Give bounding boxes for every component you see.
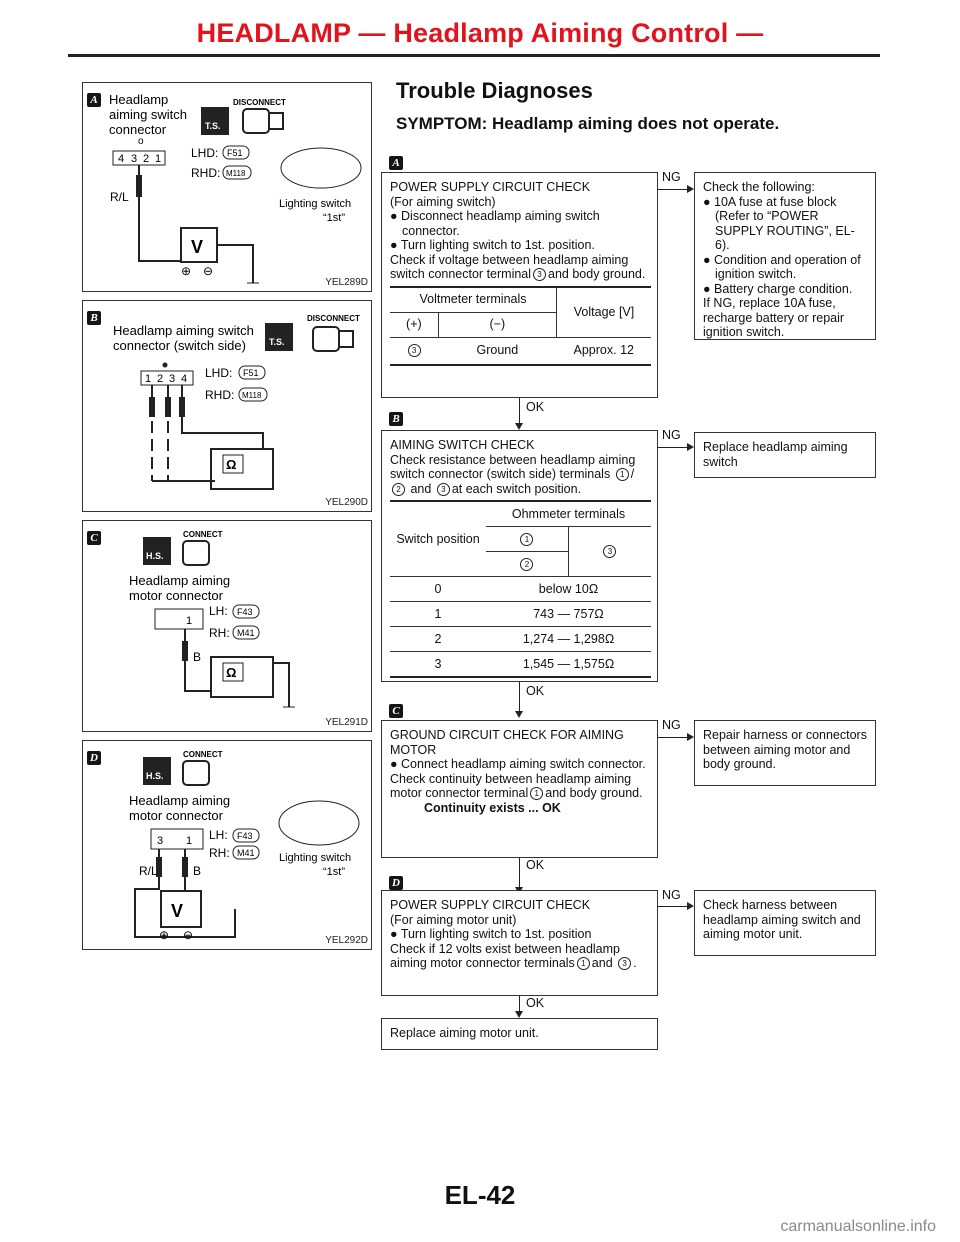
ok-label: OK — [526, 996, 545, 1010]
svg-text:3: 3 — [169, 373, 176, 385]
svg-text:M118: M118 — [242, 391, 262, 400]
svg-text:1: 1 — [145, 373, 152, 385]
step2-title: AIMING SWITCH CHECK — [390, 438, 535, 452]
svg-text:M41: M41 — [237, 848, 255, 858]
svg-text:⊖: ⊖ — [183, 928, 194, 942]
svg-text:LHD:: LHD: — [205, 366, 233, 380]
svg-text:LHD:: LHD: — [191, 146, 219, 160]
svg-text:1: 1 — [186, 835, 193, 847]
svg-text:Lighting switch: Lighting switch — [279, 198, 352, 210]
svg-text:F43: F43 — [237, 607, 253, 617]
svg-text:DISCONNECT: DISCONNECT — [233, 98, 286, 107]
svg-text:T.S.: T.S. — [205, 121, 221, 131]
svg-text:connector (switch side): connector (switch side) — [113, 338, 246, 353]
table-row: 0 below 10Ω — [390, 577, 651, 602]
figure-c — [82, 520, 372, 732]
step1-subtitle: (For aiming switch) — [390, 194, 496, 209]
ng-text: Check harness between headlamp aiming switch and aiming motor unit. — [703, 898, 861, 941]
svg-text:1: 1 — [155, 153, 162, 165]
svg-text:3: 3 — [157, 835, 164, 847]
step1-bullet-1: ● Disconnect headlamp aiming switch connector. — [390, 209, 600, 238]
svg-text:B: B — [193, 650, 202, 664]
table-cell: Approx. 12 — [557, 337, 651, 365]
table-cell: 3 — [390, 337, 438, 365]
figure-id: YEL289D — [325, 277, 368, 288]
table-header: (+) — [390, 312, 438, 337]
step1-ng-box — [694, 172, 876, 340]
svg-text:V: V — [171, 901, 184, 921]
svg-text:B: B — [193, 864, 202, 878]
final-step-text: Replace aiming motor unit. — [390, 1026, 539, 1040]
svg-text:RHD:: RHD: — [191, 166, 221, 180]
section-title: Trouble Diagnoses — [396, 78, 593, 103]
ng-arrow — [658, 737, 692, 738]
watermark: carmanualsonline.info — [780, 1218, 936, 1235]
svg-text:“1st”: “1st” — [323, 212, 345, 224]
svg-text:LH:: LH: — [209, 604, 228, 618]
table-row: 1 743 — 757Ω — [390, 602, 651, 627]
figure-tag: B — [87, 311, 101, 325]
step3-bullet: ● Connect headlamp aiming switch connector. — [390, 757, 646, 771]
ng-arrow — [658, 447, 692, 448]
svg-text:4: 4 — [118, 153, 125, 165]
ng-bullet: ● Battery charge condition. — [703, 281, 853, 296]
step3-box — [381, 720, 658, 858]
ok-arrow — [519, 858, 520, 892]
svg-text:M118: M118 — [226, 169, 246, 178]
figure-id: YEL291D — [325, 717, 368, 728]
figure-id: YEL290D — [325, 497, 368, 508]
ok-arrow — [519, 398, 520, 428]
table-header: Switch position — [390, 501, 486, 577]
step1-table — [390, 286, 651, 366]
step1-instruction: Check if voltage between headlamp aiming switch connector terminal 3 and body ground. — [390, 252, 646, 281]
svg-text:motor connector: motor connector — [129, 808, 223, 823]
ok-label: OK — [526, 684, 545, 698]
step4-box — [381, 890, 658, 996]
table-header: Ohmmeter terminals — [486, 501, 651, 527]
step4-subtitle: (For aiming motor unit) — [390, 912, 517, 927]
svg-text:F43: F43 — [237, 831, 253, 841]
svg-text:motor connector: motor connector — [129, 588, 223, 603]
ok-arrow — [519, 996, 520, 1016]
ng-label: NG — [662, 888, 681, 902]
step2-instruction: Check resistance between headlamp aiming switch connector (switch side) terminals 1 /2 and 3 at each switch position. — [390, 452, 636, 496]
ng-label: NG — [662, 718, 681, 732]
svg-text:RHD:: RHD: — [205, 388, 235, 402]
figure-tag: A — [87, 93, 101, 107]
figure-id: YEL292D — [325, 935, 368, 946]
svg-text:Headlamp aiming: Headlamp aiming — [129, 573, 231, 588]
step3-ng-box — [694, 720, 876, 786]
ng-text: Replace headlamp aiming switch — [703, 440, 848, 469]
ok-label: OK — [526, 400, 545, 414]
ok-label: OK — [526, 858, 545, 872]
table-header: 1 — [486, 527, 568, 552]
svg-text:RH:: RH: — [209, 846, 230, 860]
svg-text:DISCONNECT: DISCONNECT — [307, 314, 360, 323]
ng-arrow — [658, 189, 692, 190]
figure-c-diagram — [83, 521, 371, 731]
ng-text: If NG, replace 10A fuse, recharge battery or repair ignition switch. — [703, 296, 845, 339]
svg-text:CONNECT: CONNECT — [183, 530, 223, 539]
svg-text:V: V — [191, 237, 204, 257]
header-rule — [68, 54, 880, 57]
step4-ng-box — [694, 890, 876, 956]
svg-text:RH:: RH: — [209, 626, 230, 640]
table-header: 2 — [486, 552, 568, 577]
table-header: 3 — [568, 527, 651, 577]
step-tag-c: C — [389, 704, 403, 718]
step1-bullet-2: ● Turn lighting switch to 1st. position. — [390, 238, 595, 252]
svg-text:R/L: R/L — [139, 864, 158, 878]
figure-a-diagram — [83, 83, 371, 291]
svg-text:Headlamp: Headlamp — [109, 92, 169, 107]
svg-text:M41: M41 — [237, 628, 255, 638]
svg-text:Lighting switch: Lighting switch — [279, 852, 352, 864]
svg-text:F51: F51 — [243, 368, 259, 378]
step3-instruction: Check continuity between headlamp aiming motor connector terminal 1 and body ground. — [390, 771, 643, 800]
svg-text:aiming switch: aiming switch — [109, 107, 188, 122]
figure-tag: C — [87, 531, 101, 545]
step1-box — [381, 172, 658, 398]
step2-table — [390, 500, 651, 678]
svg-text:T.S.: T.S. — [269, 337, 285, 347]
step2-ng-box — [694, 432, 876, 478]
ng-text: Check the following: — [703, 180, 815, 194]
step3-criterion: Continuity exists ... OK — [424, 800, 561, 815]
table-header: (−) — [438, 312, 556, 337]
ok-arrow — [519, 682, 520, 716]
svg-text:2: 2 — [143, 153, 150, 165]
ng-label: NG — [662, 170, 681, 184]
step2-box — [381, 430, 658, 682]
svg-text:“1st”: “1st” — [323, 866, 345, 878]
table-cell: Ground — [438, 337, 556, 365]
step4-instruction: Check if 12 volts exist between headlamp aiming motor connector terminals 1 and 3 . — [390, 941, 637, 970]
svg-text:4: 4 — [181, 373, 188, 385]
step1-title: POWER SUPPLY CIRCUIT CHECK — [390, 180, 591, 194]
step-tag-d: D — [389, 876, 403, 890]
table-row: 2 1,274 — 1,298Ω — [390, 627, 651, 652]
step4-bullet: ● Turn lighting switch to 1st. position — [390, 927, 592, 941]
svg-text:CONNECT: CONNECT — [183, 750, 223, 759]
table-row: 3 1,545 — 1,575Ω — [390, 652, 651, 678]
ng-bullet: ● Condition and operation of ignition switch. — [703, 252, 861, 281]
step-tag-a: A — [389, 156, 403, 170]
svg-text:F51: F51 — [227, 148, 243, 158]
step-tag-b: B — [389, 412, 403, 426]
svg-text:H.S.: H.S. — [146, 551, 164, 561]
svg-text:Headlamp aiming: Headlamp aiming — [129, 793, 231, 808]
symptom-title: SYMPTOM: Headlamp aiming does not operate. — [396, 114, 780, 133]
svg-text:⊕: ⊕ — [159, 928, 170, 942]
svg-text:⊖: ⊖ — [203, 264, 214, 278]
step4-title: POWER SUPPLY CIRCUIT CHECK — [390, 898, 591, 912]
ng-label: NG — [662, 428, 681, 442]
svg-text:R/L: R/L — [110, 190, 129, 204]
svg-text:⊕: ⊕ — [181, 264, 192, 278]
svg-text:3: 3 — [131, 153, 138, 165]
ng-arrow — [658, 906, 692, 907]
final-step-box — [381, 1018, 658, 1050]
svg-text:H.S.: H.S. — [146, 771, 164, 781]
ng-bullet: ● 10A fuse at fuse block (Refer to “POWER SUPPLY ROUTING”, EL-6). — [703, 194, 855, 252]
figure-d-diagram — [83, 741, 371, 949]
page-header-title: HEADLAMP — Headlamp Aiming Control — — [196, 18, 764, 48]
svg-text:LH:: LH: — [209, 828, 228, 842]
svg-text:1: 1 — [186, 615, 193, 627]
ng-text: Repair harness or connectors between aiming motor and body ground. — [703, 728, 867, 771]
svg-text:Ω: Ω — [226, 457, 237, 472]
svg-text:Ω: Ω — [226, 665, 237, 680]
figure-tag: D — [87, 751, 101, 765]
step3-title: GROUND CIRCUIT CHECK FOR AIMING MOTOR — [390, 728, 624, 757]
svg-text:2: 2 — [157, 373, 164, 385]
svg-text:connector: connector — [109, 122, 167, 137]
figure-b — [82, 300, 372, 512]
figure-b-diagram — [83, 301, 371, 511]
table-header: Voltmeter terminals — [390, 287, 557, 313]
figure-a — [82, 82, 372, 292]
table-header: Voltage [V] — [557, 287, 651, 338]
figure-d — [82, 740, 372, 950]
page-number: EL-42 — [444, 1180, 516, 1210]
svg-text:o: o — [138, 136, 144, 147]
svg-text:Headlamp aiming switch: Headlamp aiming switch — [113, 323, 254, 338]
